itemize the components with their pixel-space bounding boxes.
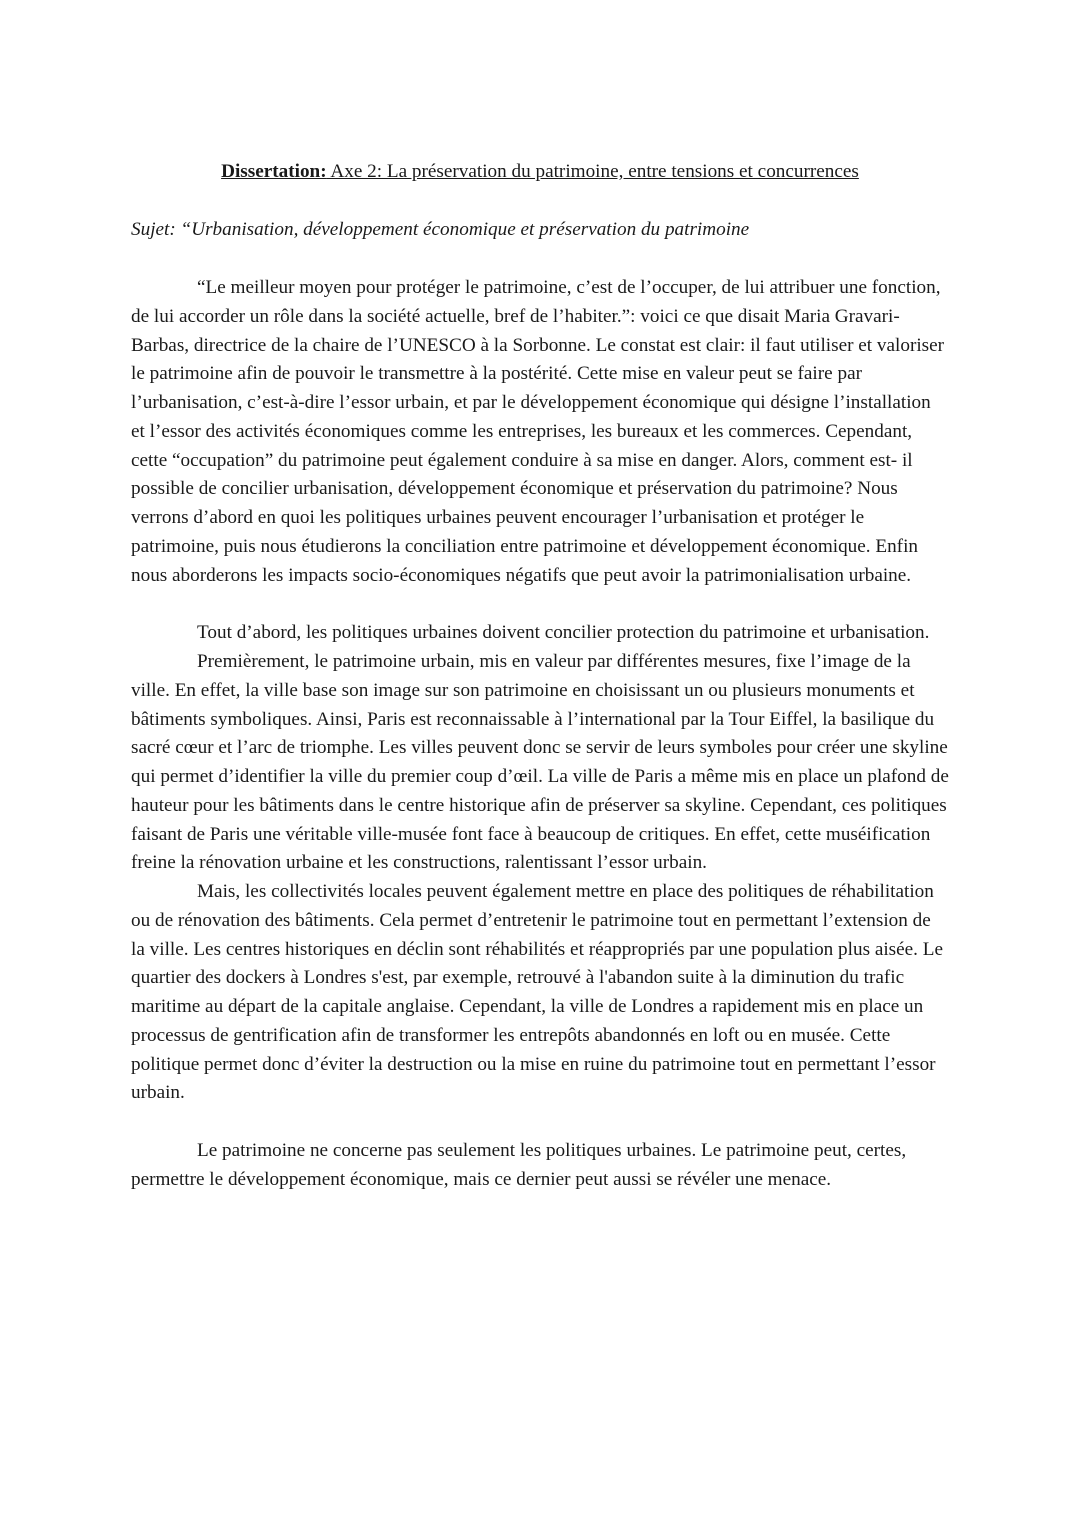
document-body <box>131 158 949 1195</box>
paragraph-introduction: “Le meilleur moyen pour protéger le patrimoine, c’est de l’occuper, de lui attribuer une fonction, de lui accorder un rôle dans la société actuelle, bref de l’habiter.”: voici ce que disait Maria Gravari-Barbas, directrice de la chaire de l’UNESCO à la Sorbonne. Le constat est clair: il faut utiliser et valoriser le patrimoine afin de pouvoir le transmettre à la postérité. Cette mise en valeur peut se faire par l’urbanisation, c’est-à-dire l’essor urbain, et par le développement économique qui désigne l’installation et l’essor des activités économiques comme les entreprises, les bureaux et les commerces. Cependant, cette “occupation” du patrimoine peut également conduire à sa mise en danger. Alors, comment est- il possible de concilier urbanisation, développement économique et préservation du patrimoine? Nous verrons d’abord en quoi les politiques urbaines peuvent encourager l’urbanisation et protéger le patrimoine, puis nous étudierons la conciliation entre patrimoine et développement économique. Enfin nous aborderons les impacts socio-économiques négatifs que peut avoir la patrimonialisation urbaine. <box>131 277 945 586</box>
subject-line: Sujet: “Urbanisation, développement économique et préservation du patrimoine <box>131 219 750 240</box>
title-text: Axe 2: La préservation du patrimoine, entre tensions et concurrences <box>326 161 859 182</box>
paragraph-part1-a: Premièrement, le patrimoine urbain, mis en valeur par différentes mesures, fixe l’image de la ville. En effet, la ville base son image sur son patrimoine en choisissant un ou plusieurs monuments et bâtiments symboliques. Ainsi, Paris est reconnaissable à l’international par la Tour Eiffel, la basilique du sacré cœur et l’arc de triomphe. Les villes peuvent donc se servir de leurs symboles pour créer une skyline qui permet d’identifier la ville du premier coup d’œil. La ville de Paris a même mis en place un plafond de hauteur pour les bâtiments dans le centre historique afin de préserver sa skyline. Cependant, ces politiques faisant de Paris une véritable ville-musée font face à beaucoup de critiques. En effet, cette muséification freine la rénovation urbaine et les constructions, ralentissant l’essor urbain. <box>131 651 949 874</box>
paragraph-part2-intro: Le patrimoine ne concerne pas seulement les politiques urbaines. Le patrimoine peut, certes, permettre le développement économique, mais ce dernier peut aussi se révéler une menace. <box>131 1140 907 1190</box>
paragraph-part1-b: Mais, les collectivités locales peuvent également mettre en place des politiques de réhabilitation ou de rénovation des bâtiments. Cela permet d’entretenir le patrimoine tout en permettant l’extension de la ville. Les centres historiques en déclin sont réhabilités et réappropriés par une population plus aisée. Le quartier des dockers à Londres s'est, par exemple, retrouvé à l'abandon suite à la diminution du trafic maritime au départ de la capitale anglaise. Cependant, la ville de Londres a rapidement mis en place un processus de gentrification afin de transformer les entrepôts abandonnés en loft ou en musée. Cette politique permet donc d’éviter la destruction ou la mise en ruine du patrimoine tout en permettant l’essor urbain. <box>131 881 944 1104</box>
title-prefix: Dissertation: <box>221 161 327 182</box>
paragraph-part1-intro: Tout d’abord, les politiques urbaines doivent concilier protection du patrimoine et urbanisation. <box>197 622 930 644</box>
document-title <box>131 158 949 186</box>
